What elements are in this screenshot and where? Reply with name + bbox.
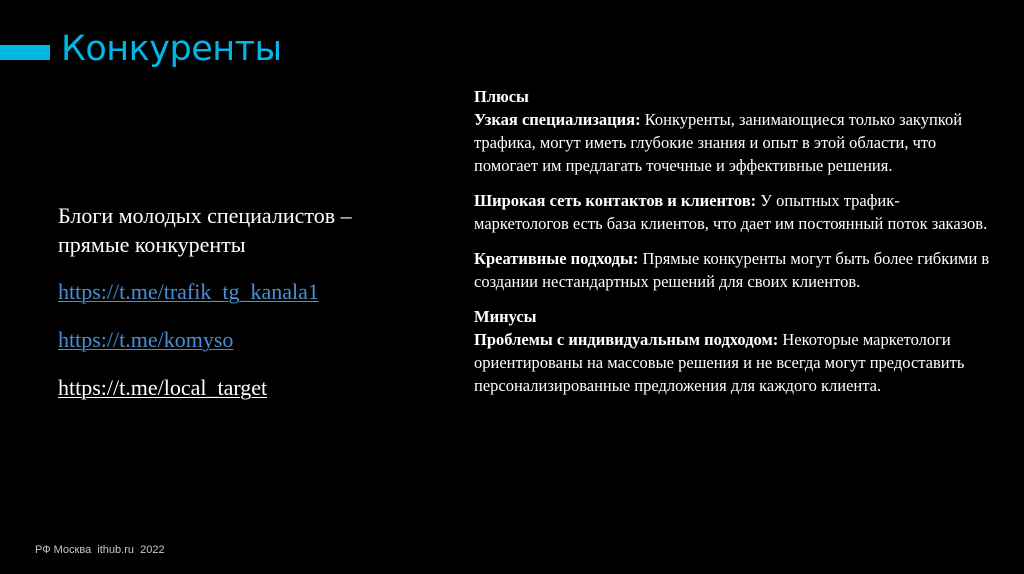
pros-item-text: У опытных трафик-маркетологов есть база клиентов, что дает им постоянный поток заказов. — [474, 191, 988, 233]
pros-item-term: Креативные подходы: — [474, 249, 639, 268]
blogs-heading: Блоги молодых специалистов – прямые конкуренты — [58, 203, 352, 257]
competitors-blogs-block — [58, 201, 418, 423]
link-komyso[interactable]: https://t.me/komyso — [58, 327, 234, 352]
link-trafik-tg-kanala1[interactable]: https://t.me/trafik_tg_kanala1 — [58, 279, 319, 304]
pros-item-text: Прямые конкуренты могут быть более гибкими в создании нестандартных решений для своих клиентов. — [474, 249, 990, 291]
pros-item-term: Узкая специализация: — [474, 110, 641, 129]
pros-item — [474, 189, 994, 235]
cons-item — [474, 328, 994, 397]
link-local-target[interactable]: https://t.me/local_target — [58, 375, 268, 400]
footer-text: РФ Москва ithub.ru 2022 — [35, 544, 165, 556]
slide-title: Конкуренты — [61, 29, 282, 69]
cons-label: Минусы — [474, 307, 537, 326]
cons-item-text: Некоторые маркетологи ориентированы на массовые решения и не всегда могут предоставить персонализированные предложения для каждого клиента. — [474, 330, 965, 395]
pros-item-term: Широкая сеть контактов и клиентов: — [474, 191, 757, 210]
title-accent-bar — [0, 45, 50, 60]
pros-item-text: Конкуренты, занимающиеся только закупкой трафика, могут иметь глубокие знания и опыт в этой области, что помогает им предлагать точечные и эффективные решения. — [474, 110, 963, 175]
pros-label: Плюсы — [474, 87, 529, 106]
pros-cons-block — [474, 85, 994, 409]
pros-item — [474, 108, 994, 177]
cons-item-term: Проблемы с индивидуальным подходом: — [474, 330, 779, 349]
pros-item — [474, 247, 994, 293]
